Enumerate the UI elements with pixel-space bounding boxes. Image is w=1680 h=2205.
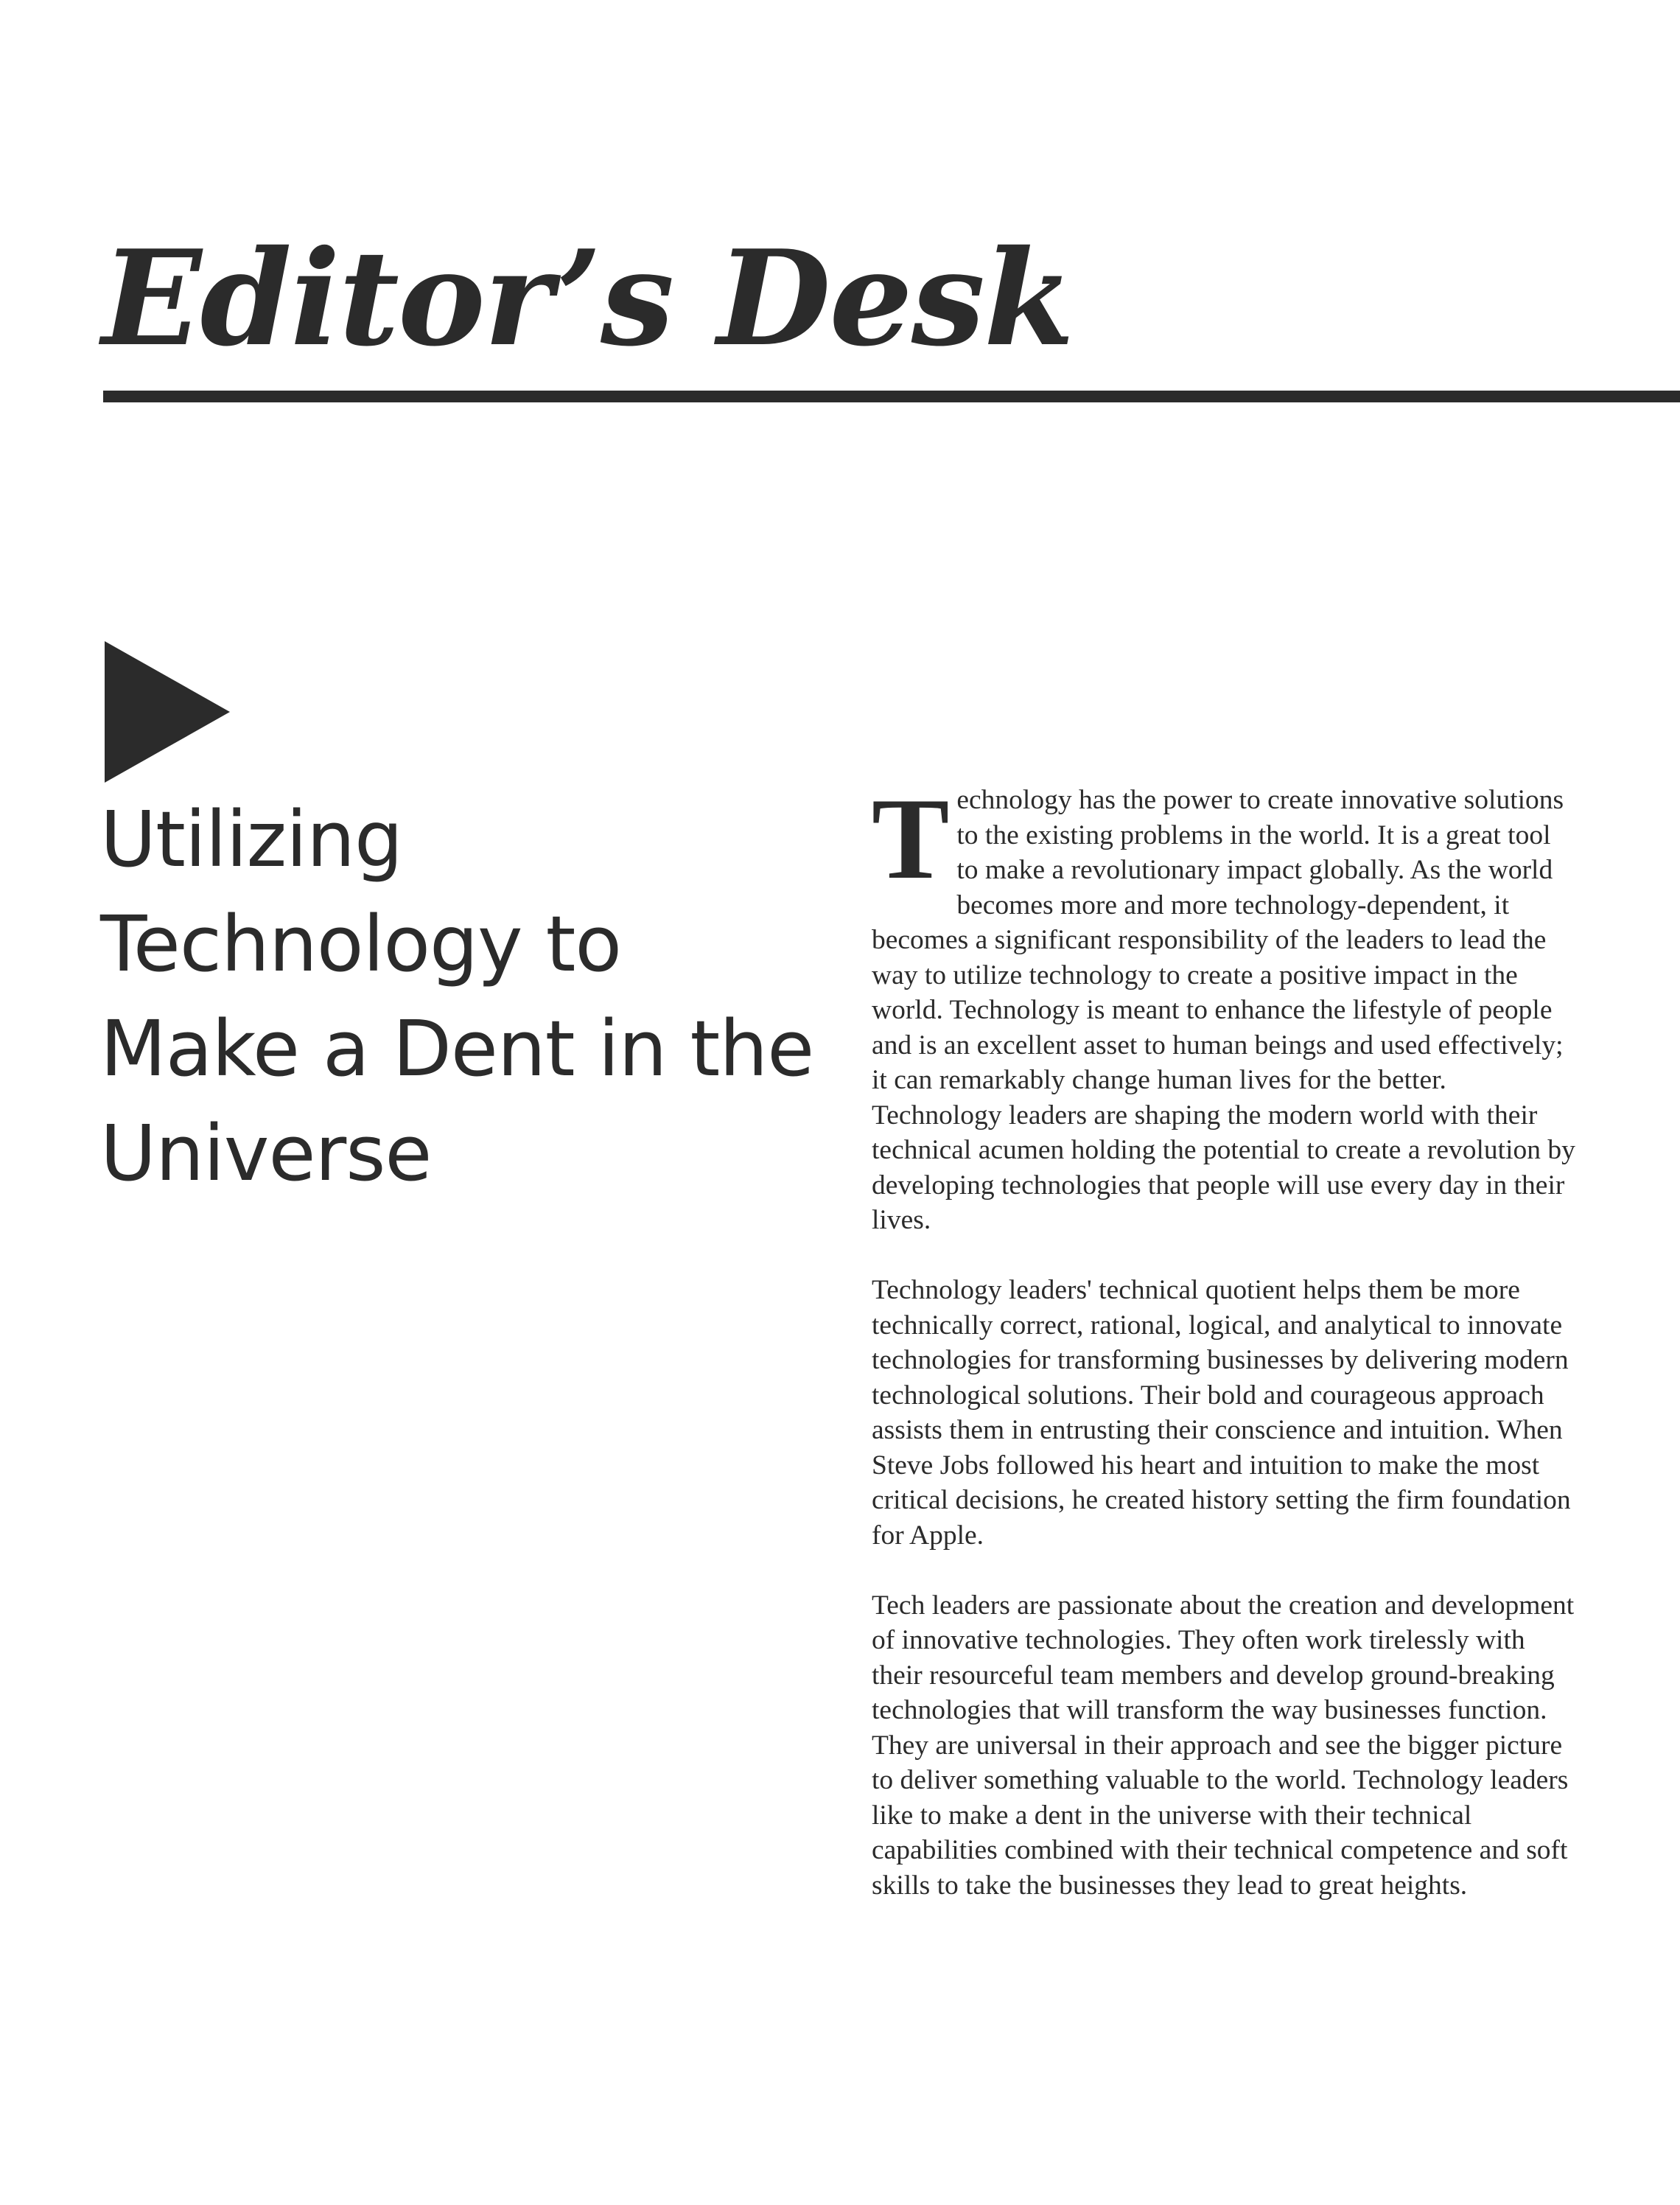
article-paragraph-1 [872, 775, 1579, 1238]
article-paragraph-1-text: echnology has the power to create innovative solutions to the existing problems in the world. It is a great tool to make a revolutionary impact globally. As the world becomes more and more technology-dependent, it becomes a significant responsibility of the leaders to lead the way to utilize technology to create a positive impact in the world. Technology is meant to enhance the lifestyle of people and is an excellent asset to human beings and used effectively; it can remarkably change human lives for the better. Technology leaders are shaping the modern world with their technical acumen holding the potential to create a revolution by developing technologies that people will use every day in their lives. [872, 785, 1575, 1235]
drop-cap: T [872, 775, 950, 904]
masthead-title: Editor’s Desk [102, 221, 1074, 375]
article-paragraph-2: Technology leaders' technical quotient helps them be more technically correct, rational, logical, and analytical to innovate technologies for transforming businesses by delivering modern technological solutions. Their bold and courageous approach assists them in entrusting their conscience and intuition. When Steve Jobs followed his heart and intuition to make the most critical decisions, he created history setting the firm foundation for Apple. [872, 1275, 1571, 1551]
article-paragraph-3: Tech leaders are passionate about the creation and development of innovative technologies. They often work tirelessly with their resourceful team members and develop ground-breaking technologies that will transform the way businesses function. They are universal in their approach and see the bigger picture to deliver something valuable to the world. Technology leaders like to make a dent in the universe with their technical capabilities combined with their technical competence and soft skills to take the businesses they lead to great heights. [872, 1590, 1575, 1901]
article-body [872, 775, 1579, 1938]
masthead-divider [103, 391, 1680, 402]
play-triangle-icon [105, 641, 230, 783]
article-headline: Utilizing Technology to Make a Dent in the Universe [100, 794, 814, 1198]
